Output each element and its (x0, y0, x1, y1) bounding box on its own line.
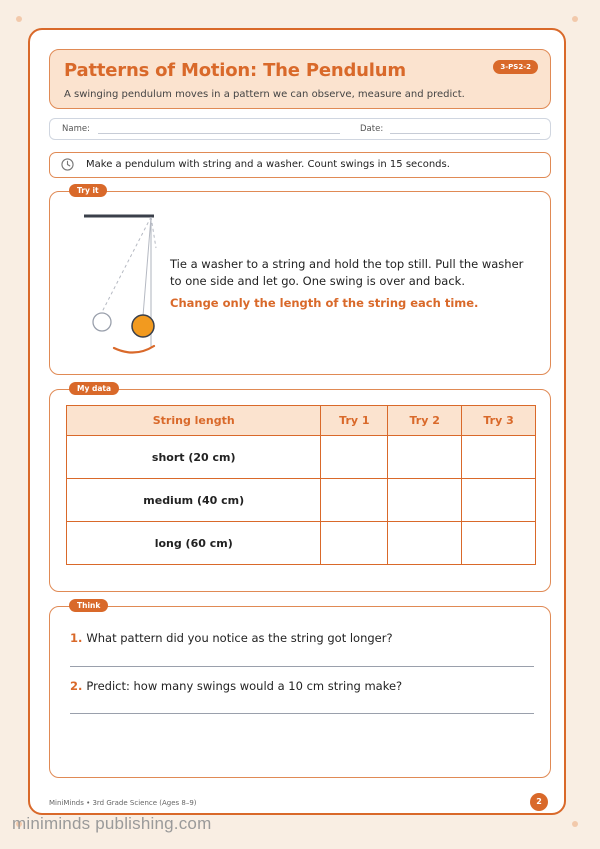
row-label: short (20 cm) (67, 436, 321, 479)
my-data-tag: My data (69, 382, 119, 395)
question-2 (70, 679, 402, 693)
data-cell[interactable] (388, 436, 462, 479)
header-try-2: Try 2 (388, 406, 462, 436)
question-number: 1. (70, 631, 83, 645)
row-label: long (60 cm) (67, 522, 321, 565)
publisher-watermark: miniminds publishing.com (12, 814, 212, 833)
data-cell[interactable] (462, 436, 536, 479)
data-cell[interactable] (388, 479, 462, 522)
page-number-badge: 2 (530, 793, 548, 811)
table-row (67, 479, 536, 522)
date-label: Date: (360, 124, 384, 134)
question-text: Predict: how many swings would a 10 cm string make? (86, 679, 403, 693)
data-cell[interactable] (462, 479, 536, 522)
header-try-1: Try 1 (321, 406, 388, 436)
question-text: What pattern did you notice as the string got longer? (86, 631, 393, 645)
data-cell[interactable] (321, 522, 388, 565)
question-1 (70, 631, 393, 645)
try-it-section (49, 186, 551, 375)
date-field[interactable] (390, 133, 540, 134)
answer-line-2[interactable] (70, 713, 534, 714)
try-it-text: Tie a washer to a string and hold the top still. Pull the washer to one side and let go. One swing is over and back. (170, 257, 524, 288)
page-title: Patterns of Motion: The Pendulum (64, 60, 406, 81)
header-string-length: String length (67, 406, 321, 436)
data-cell[interactable] (321, 479, 388, 522)
corner-dot (572, 821, 578, 827)
worksheet-page (28, 28, 566, 815)
name-date-bar (49, 118, 551, 140)
instruction-text: Make a pendulum with string and a washer. Count swings in 15 seconds. (86, 159, 450, 170)
think-tag: Think (69, 599, 108, 612)
try-it-emphasis: Change only the length of the string each time. (170, 296, 479, 310)
question-number: 2. (70, 679, 83, 693)
corner-dot (16, 16, 22, 22)
header-try-3: Try 3 (462, 406, 536, 436)
data-table (66, 405, 536, 565)
standard-code-badge: 3-PS2-2 (493, 60, 538, 74)
table-row (67, 522, 536, 565)
row-label: medium (40 cm) (67, 479, 321, 522)
name-field[interactable] (98, 133, 340, 134)
footer-text: MiniMinds • 3rd Grade Science (Ages 8–9) (49, 799, 197, 807)
data-cell[interactable] (321, 436, 388, 479)
data-cell[interactable] (388, 522, 462, 565)
table-row (67, 436, 536, 479)
table-header-row (67, 406, 536, 436)
clock-icon (61, 158, 74, 171)
think-section (49, 601, 551, 778)
page-subtitle: A swinging pendulum moves in a pattern we can observe, measure and predict. (64, 89, 465, 100)
worksheet-header (49, 49, 551, 109)
my-data-section (49, 384, 551, 592)
name-label: Name: (62, 124, 90, 134)
corner-dot (572, 16, 578, 22)
try-it-tag: Try it (69, 184, 107, 197)
pendulum-illustration (80, 208, 170, 358)
instruction-box (49, 152, 551, 178)
answer-line-1[interactable] (70, 666, 534, 667)
data-cell[interactable] (462, 522, 536, 565)
